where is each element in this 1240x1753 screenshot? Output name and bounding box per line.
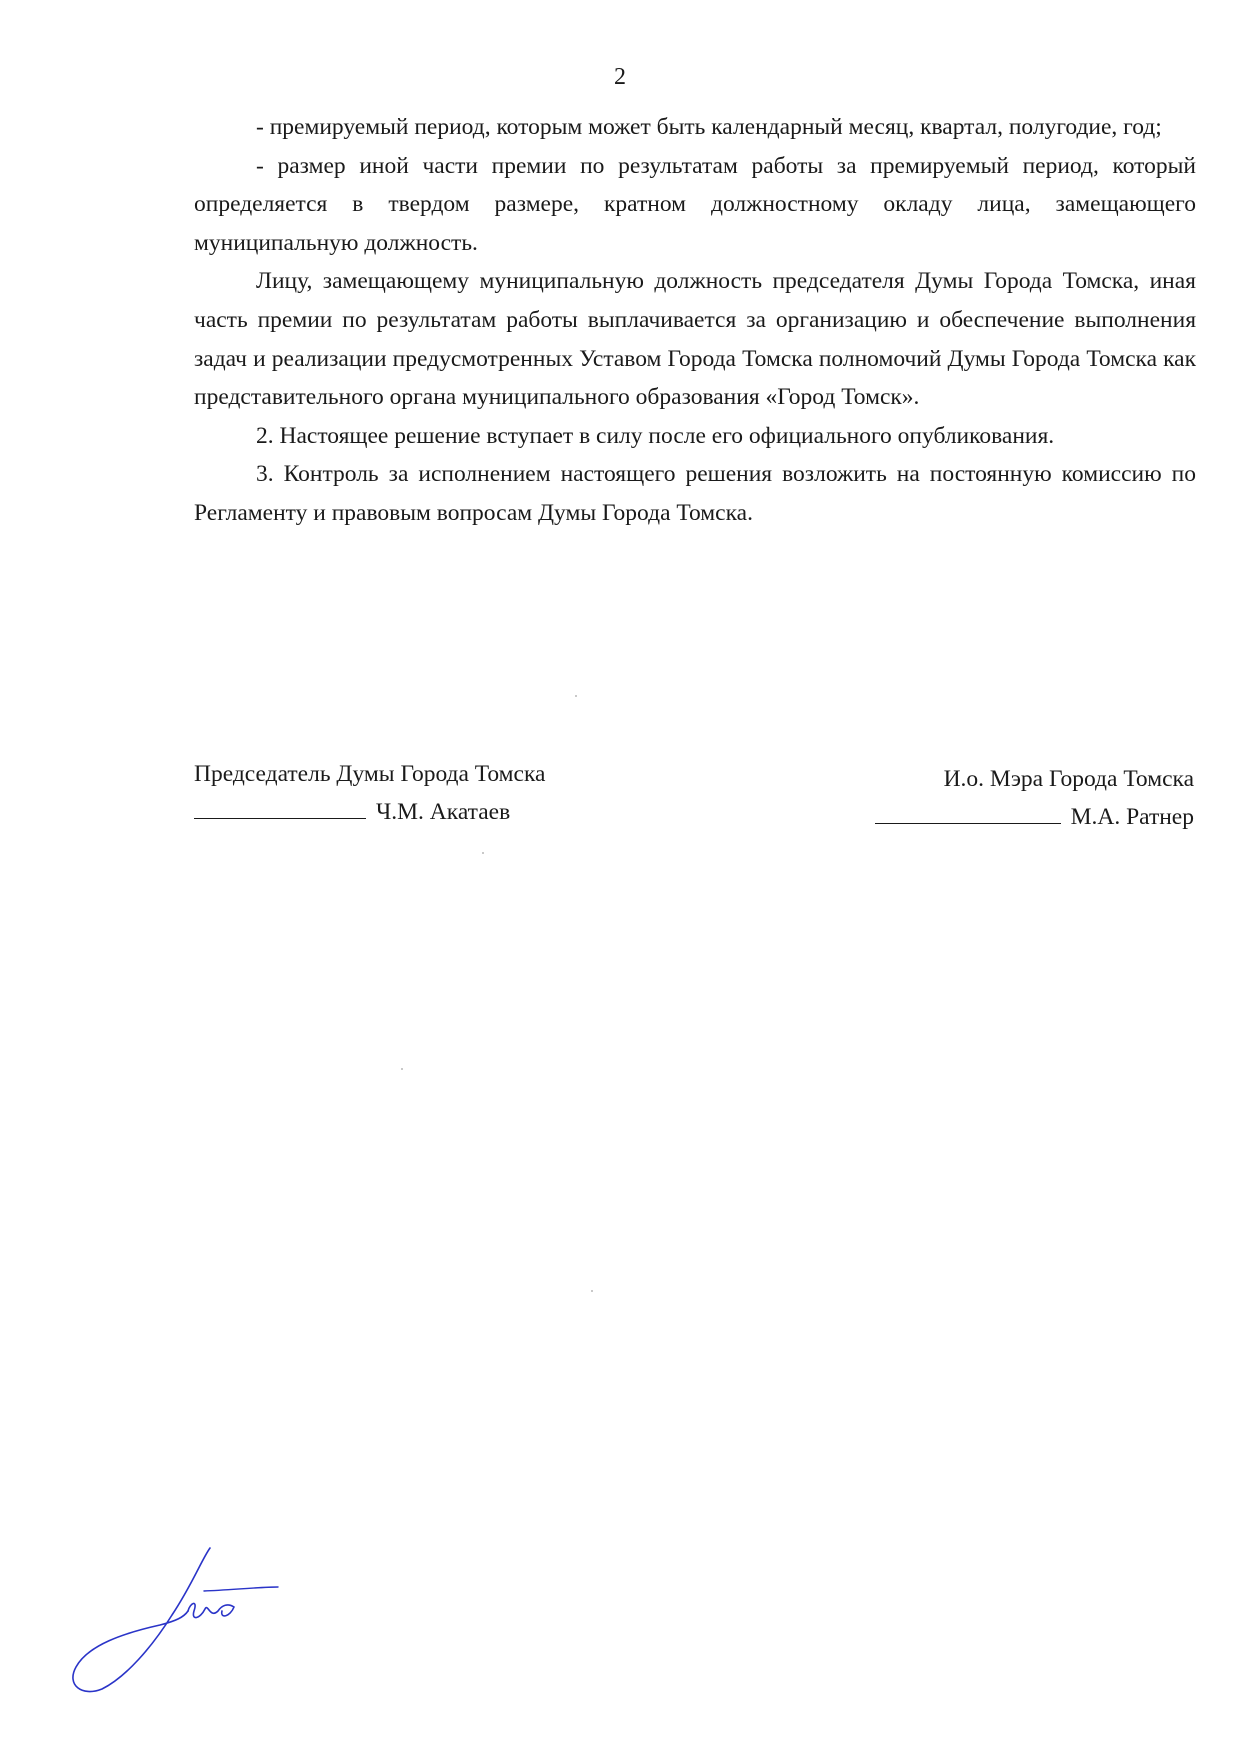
- scan-speck: [401, 1068, 403, 1070]
- chairman-signature-row: [194, 793, 545, 831]
- scan-speck: [575, 695, 577, 697]
- paragraph-chairman-premium: Лицу, замещающему муниципальную должность председателя Думы Города Томска, иная часть премии по результатам работы выплачивается за организацию и обеспечение выполнения задач и реализации предусмотренных Уставом Города Томска полномочий Думы Города Томска как представительного органа муниципального образования «Город Томск».: [194, 268, 1196, 411]
- mayor-title: И.о. Мэра Города Томска: [943, 766, 1194, 792]
- handwritten-signature-icon: [60, 1545, 280, 1695]
- paragraph-control: 3. Контроль за исполнением настоящего решения возложить на постоянную комиссию по Регламенту и правовым вопросам Думы Города Томска.: [194, 461, 1196, 526]
- chairman-signature-line: [194, 818, 366, 819]
- paragraph-premium-period: - премируемый период, которым может быть календарный месяц, квартал, полугодие, год;: [256, 114, 1162, 140]
- mayor-signature-line: [875, 823, 1061, 824]
- signature-main-loop: [73, 1548, 210, 1692]
- scan-speck: [591, 1290, 593, 1292]
- paragraph-effective-date: 2. Настоящее решение вступает в силу после его официального опубликования.: [256, 422, 1055, 449]
- chairman-name: Ч.М. Акатаев: [376, 799, 511, 825]
- signature-block-chairman: [194, 755, 545, 831]
- mayor-signature-row: [875, 798, 1194, 836]
- mayor-name: М.А. Ратнер: [1070, 804, 1194, 830]
- chairman-title: Председатель Думы Города Томска: [194, 761, 546, 787]
- scan-speck: [482, 852, 484, 854]
- paragraph-premium-size: - размер иной части премии по результатам работы за премируемый период, который определяется в твердом размере, кратном должностному окладу лица, замещающего муниципальную должность.: [194, 152, 1196, 256]
- signature-stroke: [204, 1587, 278, 1591]
- signature-letters: [188, 1603, 234, 1617]
- document-body: [194, 108, 1196, 533]
- signature-block-mayor: [875, 760, 1194, 836]
- page-number: 2: [614, 64, 626, 90]
